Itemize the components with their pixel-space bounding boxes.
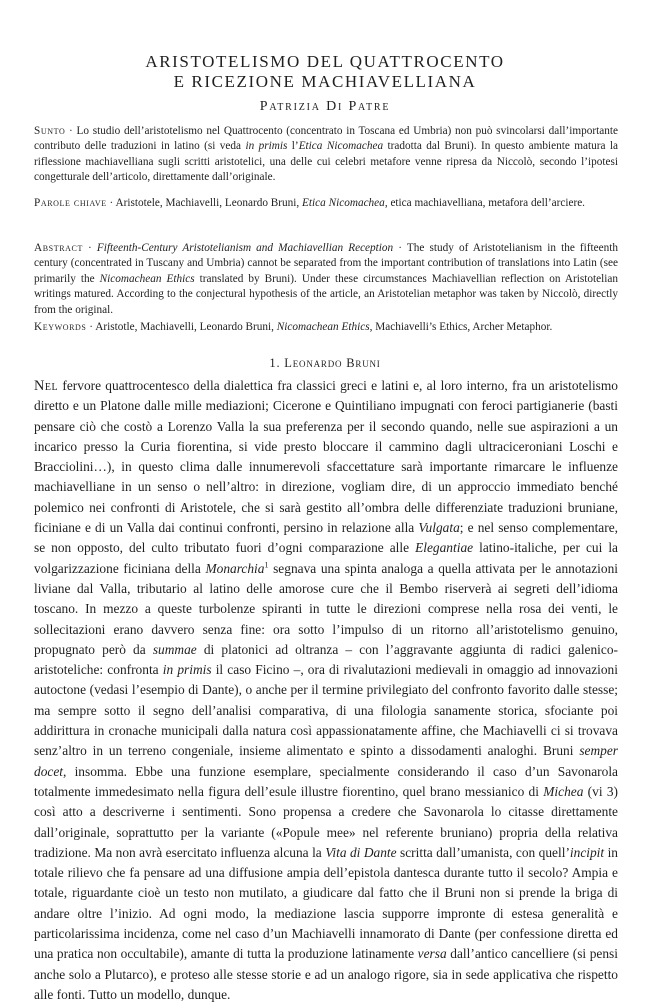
sunto-emphasis-2: Etica Nicomachea [298,140,384,153]
body-emphasis-elegantiae: Elegantiae [415,540,474,556]
keywords-text-2: , Machiavelli’s Ethics, Archer Metaphor. [369,321,553,333]
body-paragraph [34,376,618,1005]
abstract-label: Abstract [34,242,83,254]
article-title-line-1: ARISTOTELISMO DEL QUATTROCENTO [145,52,505,71]
body-text-11: dall’antico cancelliere (si pensi anche solo a Plutarco), e proteso alle stesse storie e ad un analogo rigore, sia in sede applicativa che rispetto alle fonti. Tutto un modello, dunque. [34,946,618,1002]
abstract-paragraph [34,241,618,318]
article-title-line-2: E RICEZIONE MACHIAVELLIANA [173,72,477,91]
body-emphasis-incipit: incipit [569,844,605,860]
abstract-separator: · [82,242,97,254]
body-emphasis-michea: Michea [543,783,584,799]
sunto-emphasis-1: in primis [245,140,288,153]
parole-chiave-text-2: , etica machiavelliana, metafora dell’arciere. [384,197,585,209]
abstract-text-2: translated by Bruni). Under these circumstances Machiavellian reflection on Aristotelian writings matured. According to the conjectural hypothesis of the article, an Aristotelian metaphor was taken by Niccolò, directly from the original. [34,272,619,316]
sunto-text-2: l’ [287,140,299,153]
parole-chiave-label: Parole chiave [34,197,107,209]
body-emphasis-in-primis: in primis [162,662,212,678]
body-emphasis-versa: versa [417,946,447,962]
abstract-text-1: The study of Aristotelianism in the fifteenth century (concentrated in Tuscany and Umbria) cannot be separated from the important contribution of translations into Latin (see primarily the [34,242,619,285]
parole-chiave-paragraph [34,196,632,211]
sunto-paragraph [34,124,618,186]
keywords-paragraph [34,320,618,335]
body-text-8: (vi 3) così atto a descriverne i sentimenti. Sono propensa a credere che Savonarola lo citasse direttamente dall’originale, soprattutto per la variante («Popule mee» nel referente bruniano) propria della relativa tradizione. Ma non avrà esercitato influenza alcuna la [34,783,618,860]
body-emphasis-vulgata: Vulgata [418,520,460,536]
parole-chiave-emphasis: Etica Nicomachea [302,197,385,209]
body-dropcap: Nel [34,378,59,394]
sunto-separator: · [65,125,77,137]
body-emphasis-summae: summae [152,641,197,657]
body-text-2: ; e nel senso complementare, se non opposto, del culto tributato fuori d’ogni comparazione alle [34,520,618,556]
sunto-text-3: tradotta dal Bruni). In questo ambiente matura la riflessione machiavelliana sugli scritti aristotelici, una delle cui celebri metafore venne ripresa da Niccolò, secondo l’ipotesi congetturale dell’articolo, direttamente dall’originale. [34,140,618,184]
article-author: Patrizia Di Patre [259,99,391,114]
body-text-7: , insomma. Ebbe una funzione esemplare, specialmente considerando il caso d’un Savonarola totalmente immedesimato nella figura dell’esule illustre fiorentino, quel brano messianico di [34,763,618,799]
parole-chiave-separator: · [106,197,116,209]
body-text-9: scritta dall’umanista, con quell’ [396,844,570,860]
keywords-text-1: Aristotle, Machiavelli, Leonardo Bruni, [95,321,277,333]
body-text-1: fervore quattrocentesco della dialettica fra classici greci e latini e, al loro interno, fra un aristotelismo diretto e un Platone dalle mille mediazioni; Cicerone e Quintiliano impugnati con feroci partigianerie (basti pensare ciò che costò a Lorenzo Valla la sua preferenza per il secondo quando, nelle sue aspirazioni a un incarico presso la Curia fiorentina, si vide presto bloccare il cammino dagli ultraciceroniani Loschi e Bracciolini…), in questo clima dalle innumerevoli sfaccettature sarà importante rimarcare le influenze machiavelliane in un senso o nell’altro: in direzione, vogliam dire, di un approccio immediato benché polemico nei confronti di Aristotele, che si sarà gestito all’ombra delle differenziate traduzioni bruniane, ficiniane e di un Valla dai continui confronti, persino in relazione alla [34,378,618,536]
abstract-emphasis: Nicomachean Ethics [99,272,195,285]
sunto-text-1: Lo studio dell’aristotelismo nel Quattrocento (concentrato in Toscana ed Umbria) non può svincolarsi dall’importante contributo delle traduzioni in latino (si veda [34,125,618,153]
sunto-label: Sunto [34,125,66,137]
body-emphasis-monarchia: Monarchia [205,560,265,576]
body-emphasis-vita-di-dante: Vita di Dante [325,844,397,860]
footnote-marker: 1 [264,560,269,570]
body-text-6: il caso Ficino –, ora di rivalutazioni medievali in omaggio ad innovazioni autoctone (vedasi l’esempio di Dante), o anche per il termine privilegiato del confronto favorito dalle stesse; ma sempre sotto il segno dell’analisi comparativa, di una filologia sanamente storica, sfociante poi addirittura in cronache municipali dalla natura così appassionatamente affine, che Machiavelli ci si trovava senz’altro in un terreno congeniale, insieme alimentato e spinto a dissodamenti analoghi. Bruni [34,662,618,759]
abstract-title: Fifteenth-Century Aristotelianism and Machiavellian Reception [96,242,394,254]
body-emphasis-semper-docet: semper docet [34,743,618,779]
keywords-separator: · [86,321,96,333]
body-text-3: latino-italiche, per cui la volgarizzazione ficiniana della [34,540,618,576]
body-text-4: segnava una spinta analoga a quella attivata per le annotazioni liviane dal Valla, tributario al latino delle amorose cure che il Bembo riserverà ai segreti dell’idioma toscano. In mezzo a queste turbolenze spiranti in tutte le direzioni comprese nella rosa dei venti, le sollecitazioni erano davvero senza fine: ora sotto l’impulso di un ritorno all’aristotelismo genuino, propugnato però da [34,560,618,657]
body-text-5: di platonici ad oltranza – con l’aggravante aggiunta di radici galenico-aristoteliche: confronta [34,641,618,678]
parole-chiave-text-1: Aristotele, Machiavelli, Leonardo Bruni, [115,197,303,209]
keywords-label: Keywords [34,321,87,333]
body-text-10: in totale rilievo che fa pensare ad una diffusione ampia dell’epistola dantesca durante tutto il secolo? Ampia e totale, riguardante cioè un testo non mutilato, a giudicare dal fatto che il Bruni non si prende la briga di andare oltre l’inizio. Ad ogni modo, la mediazione lascia supporre impronte di estesa generalità e particolarissima incidenza, come nel caso d’un Machiavelli innamorato di Dante (per confessione diretta ed una pratica non occultabile), amante di tutta la produzione latinamente [34,844,618,962]
section-heading: 1. Leonardo Bruni [269,356,381,370]
keywords-emphasis: Nicomachean Ethics [276,321,370,333]
abstract-separator-2: · [393,242,407,254]
